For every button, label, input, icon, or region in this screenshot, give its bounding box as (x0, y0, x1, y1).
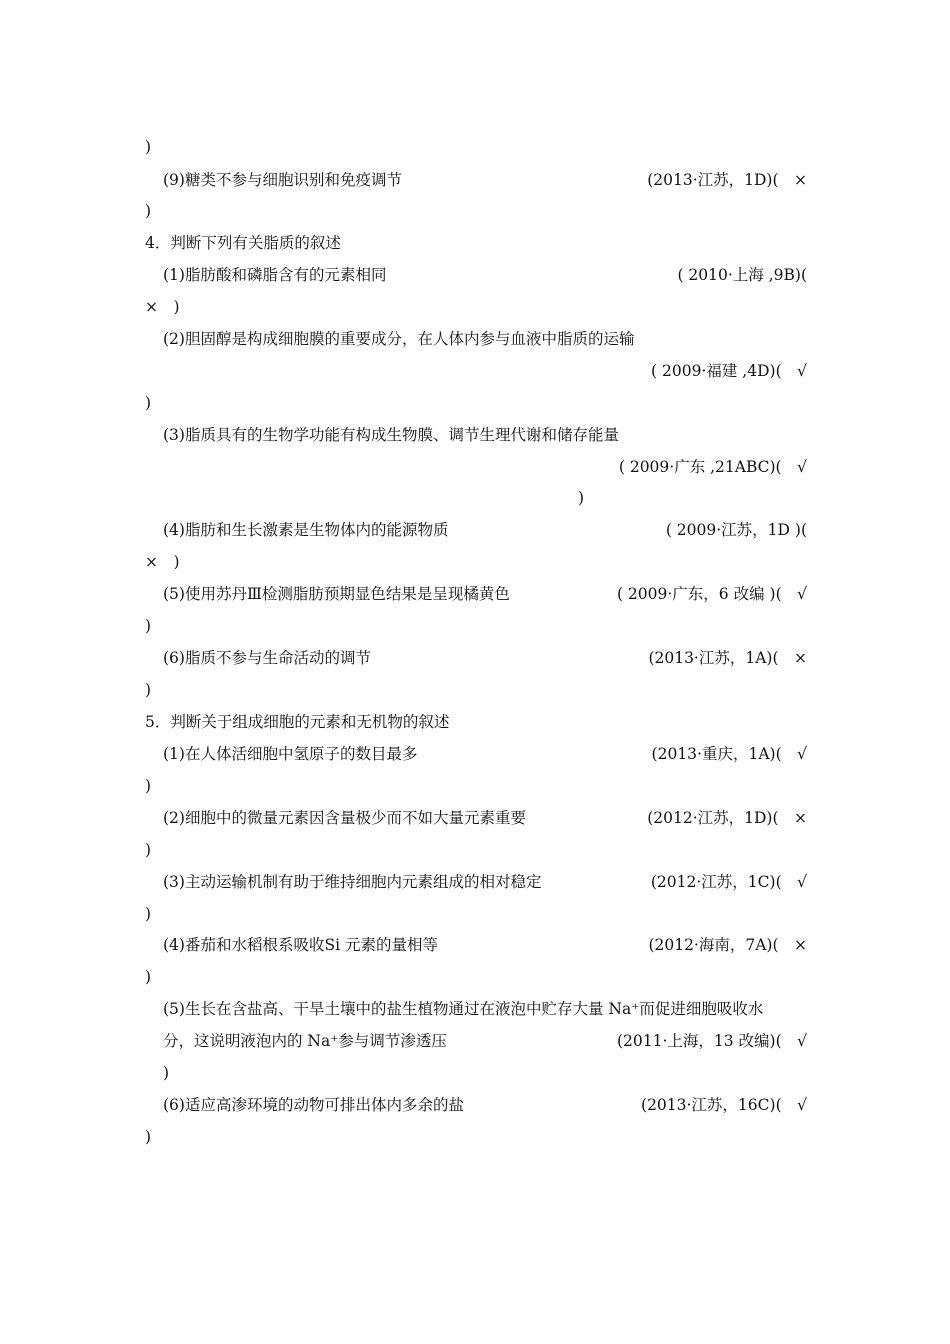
item-close-paren: ) (145, 394, 152, 412)
item-source: (2013·江苏，1D)( × (647, 171, 807, 189)
item-close-paren: ) (145, 1128, 152, 1146)
item-close-paren: ) (145, 968, 152, 986)
item-source: (2013·江苏，1A)( × (648, 649, 807, 667)
item-text: (2)胆固醇是构成细胞膜的重要成分，在人体内参与血液中脂质的运输 (163, 330, 635, 348)
item-close-paren: ) (145, 202, 152, 220)
item-text: (6)适应高渗环境的动物可排出体内多余的盐 (163, 1096, 464, 1114)
item-text: (5)生长在含盐高、干旱土壤中的盐生植物通过在液泡中贮存大量 Na⁺而促进细胞吸收水 (163, 1000, 764, 1018)
item-close-paren: × ) (145, 553, 180, 571)
item-close-paren: ) (145, 138, 152, 156)
item-source: (2013·重庆，1A)( √ (651, 745, 807, 763)
item-source: ( 2009·福建 ,4D)( √ (651, 362, 807, 380)
item-text: (1)脂肪酸和磷脂含有的元素相同 (163, 266, 387, 284)
item-source: (2011·上海，13 改编)( √ (616, 1032, 807, 1050)
item-close-paren: ) (145, 777, 152, 795)
item-source: ( 2009·江苏，1D )( (665, 521, 807, 539)
item-close-paren: ) (145, 905, 152, 923)
item-source: (2012·江苏，1D)( × (647, 809, 807, 827)
item-text: (6)脂质不参与生命活动的调节 (163, 649, 371, 667)
item-text: (4)脂肪和生长激素是生物体内的能源物质 (163, 521, 449, 539)
item-close-paren: × ) (145, 298, 180, 316)
item-text: (3)主动运输机制有助于维持细胞内元素组成的相对稳定 (163, 873, 542, 891)
item-source: (2012·江苏，1C)( √ (650, 873, 807, 891)
item-text: (9)糖类不参与细胞识别和免疫调节 (163, 171, 402, 189)
item-text-continued: 分，这说明液泡内的 Na⁺参与调节渗透压 (163, 1032, 447, 1050)
item-close-paren: ) (145, 681, 152, 699)
item-close-paren: ) (578, 489, 585, 507)
item-text: (2)细胞中的微量元素因含量极少而不如大量元素重要 (163, 809, 526, 827)
item-text: (1)在人体活细胞中氢原子的数目最多 (163, 745, 418, 763)
item-source: ( 2009·广东 ,21ABC)( √ (618, 458, 807, 476)
item-source: (2012·海南，7A)( × (648, 936, 807, 954)
item-source: ( 2010·上海 ,9B)( (677, 266, 807, 284)
item-text: (5)使用苏丹Ⅲ检测脂肪预期显色结果是呈现橘黄色 (163, 585, 510, 603)
section-heading: 4．判断下列有关脂质的叙述 (145, 234, 341, 252)
item-close-paren: ) (145, 841, 152, 859)
item-source: (2013·江苏，16C)( √ (641, 1096, 807, 1114)
section-heading: 5．判断关于组成细胞的元素和无机物的叙述 (145, 713, 450, 731)
item-close-paren: ) (163, 1064, 170, 1082)
item-text: (4)番茄和水稻根系吸收Si 元素的量相等 (163, 936, 438, 954)
item-close-paren: ) (145, 617, 152, 635)
item-source: ( 2009·广东，6 改编 )( √ (616, 585, 807, 603)
item-text: (3)脂质具有的生物学功能有构成生物膜、调节生理代谢和储存能量 (163, 426, 619, 444)
